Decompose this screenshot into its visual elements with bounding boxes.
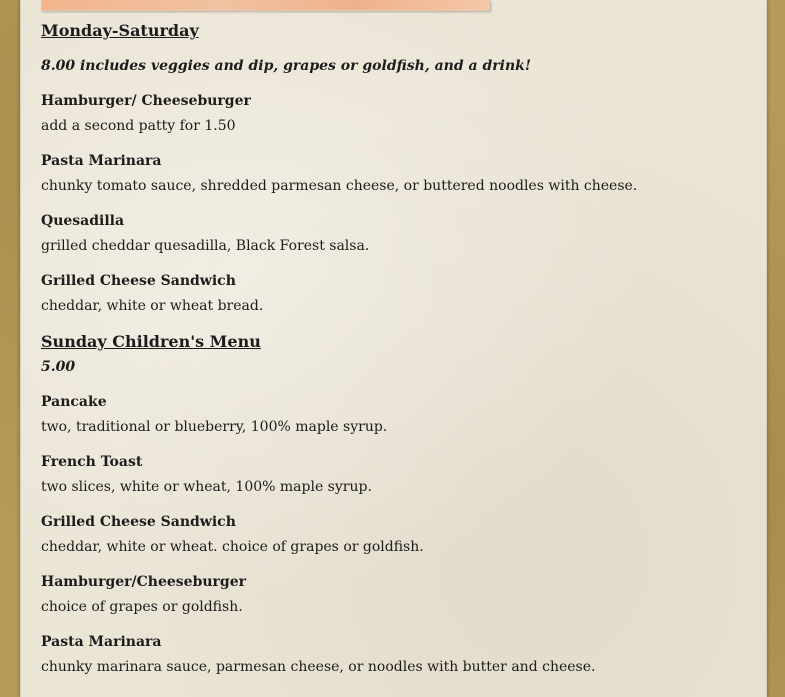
price-note-sunday: 5.00 [41, 359, 76, 375]
item-name-pancake: Pancake [41, 394, 107, 410]
item-desc-quesadilla: grilled cheddar quesadilla, Black Forest salsa. [41, 238, 370, 254]
header-image [41, 0, 490, 11]
item-name-grilled-cheese: Grilled Cheese Sandwich [41, 273, 236, 289]
item-desc-sunday-hamburger: choice of grapes or goldfish. [41, 599, 243, 615]
item-desc-sunday-pasta: chunky marinara sauce, parmesan cheese, or noodles with butter and cheese. [41, 659, 596, 675]
price-note-weekday: 8.00 includes veggies and dip, grapes or goldfish, and a drink! [41, 58, 531, 74]
item-name-pasta: Pasta Marinara [41, 153, 162, 169]
item-desc-french-toast: two slices, white or wheat, 100% maple syrup. [41, 479, 372, 495]
item-name-sunday-grilled-cheese: Grilled Cheese Sandwich [41, 514, 236, 530]
item-desc-pancake: two, traditional or blueberry, 100% maple syrup. [41, 419, 388, 435]
item-desc-pasta: chunky tomato sauce, shredded parmesan cheese, or buttered noodles with cheese. [41, 178, 638, 194]
item-name-quesadilla: Quesadilla [41, 213, 125, 229]
item-name-sunday-hamburger: Hamburger/Cheeseburger [41, 574, 246, 590]
item-desc-grilled-cheese: cheddar, white or wheat bread. [41, 298, 264, 314]
section-title-sunday: Sunday Children's Menu [41, 332, 261, 351]
menu-paper [20, 0, 767, 697]
item-name-french-toast: French Toast [41, 454, 143, 470]
item-desc-sunday-grilled-cheese: cheddar, white or wheat. choice of grapes or goldfish. [41, 539, 424, 555]
section-title-weekday: Monday-Saturday [41, 21, 199, 40]
item-name-sunday-pasta: Pasta Marinara [41, 634, 162, 650]
item-desc-hamburger: add a second patty for 1.50 [41, 118, 236, 134]
item-name-hamburger: Hamburger/ Cheeseburger [41, 93, 251, 109]
